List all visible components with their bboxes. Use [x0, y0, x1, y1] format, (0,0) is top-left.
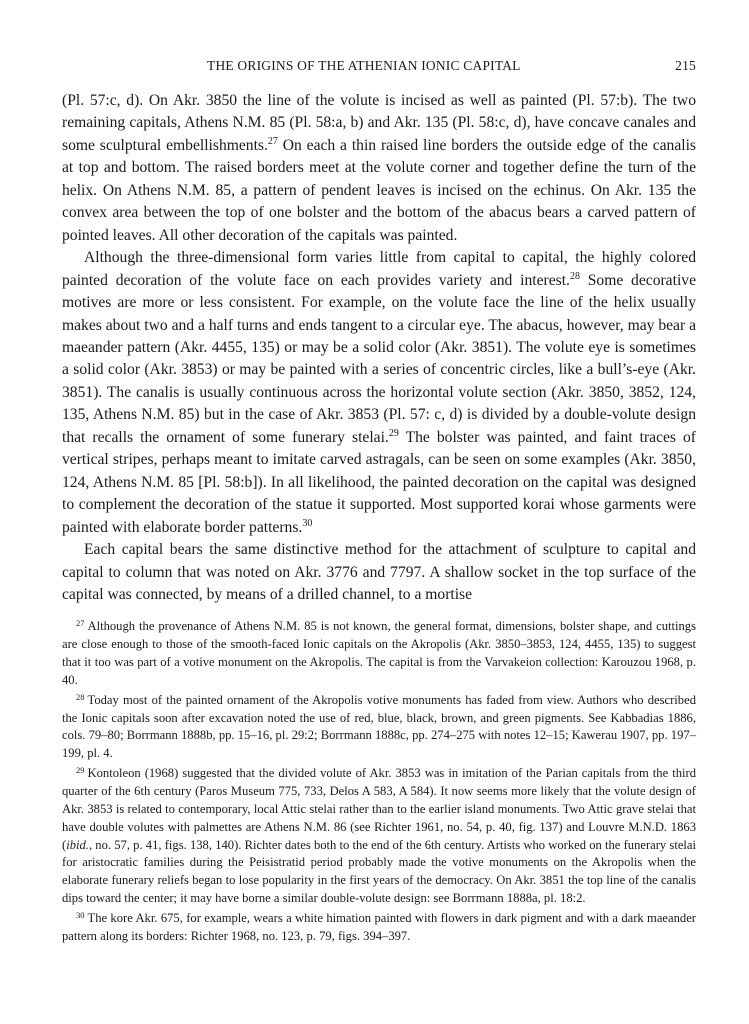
footnote-29 [62, 765, 696, 908]
running-title: THE ORIGINS OF THE ATHENIAN IONIC CAPITAL [207, 58, 521, 73]
page-number: 215 [675, 58, 696, 73]
paragraph-1-text: (Pl. 57:c, d). On Akr. 3850 the line of the volute is incised as well as painted (Pl. 57:b). The two remaining capitals, Athens N.M. 85 (Pl. 58:a, b) and Akr. 135 (Pl. 58:c, d), have concave canales and some sculptural embellishments. [62, 92, 696, 154]
footnotes [62, 618, 696, 945]
footnote-ref-30: 30 [302, 517, 313, 529]
footnote-30 [62, 910, 696, 946]
footnote-ref-29: 29 [388, 427, 399, 439]
page [62, 56, 696, 948]
footnote-text: The kore Akr. 675, for example, wears a white himation painted with flowers in dark pigment and with a dark maeander pattern along its borders: Richter 1968, no. 123, p. 79, figs. 394–397. [62, 910, 696, 943]
footnote-28 [62, 692, 696, 763]
footnote-text: Kontoleon (1968) suggested that the divided volute of Akr. 3853 was in imitation of the Parian capitals from the third quarter of the 6th century (Paros Museum 775, 733, Delos A 583, A 584). It now seems more likely that the volute design of Akr. 3853 is related to contemporary, local Attic stelai rather than to the earlier island monuments. Two Attic grave stelai that have double volutes with palmettes are Athens N.M. 86 (see Richter 1961, no. 54, p. 40, fig. 137) and Louvre M.N.D. 1863 ( [62, 766, 696, 852]
footnote-ref-27: 27 [267, 135, 278, 147]
footnote-27 [62, 618, 696, 689]
footnote-number: 30 [76, 909, 85, 920]
footnote-number: 28 [76, 691, 85, 702]
paragraph-3 [62, 539, 696, 606]
paragraph-1 [62, 90, 696, 247]
paragraph-2-text-end: The bolster was painted, and faint traces of vertical stripes, perhaps meant to imitate carved astragals, can be seen on some examples (Akr. 3850, 124, Athens N.M. 85 [Pl. 58:b]). In all likelihood, the painted decoration on the capital was designed to complement the decoration of the statue it supported. Most supported korai whose garments were painted with elaborate border patterns. [62, 428, 697, 536]
footnote-number: 29 [76, 765, 85, 776]
footnote-text-italic: ibid. [66, 837, 89, 852]
footnote-ref-28: 28 [569, 270, 580, 282]
running-head [62, 56, 696, 78]
footnote-text: Today most of the painted ornament of the Akropolis votive monuments has faded from view. Authors who described the Ionic capitals soon after excavation noted the use of red, blue, black, brown, and green pigments. See Kabbadias 1886, cols. 79–80; Borrmann 1888b, pp. 15–16, pl. 29:2; Borrmann 1888c, pp. 274–275 with notes 12–15; Kawerau 1907, pp. 197–199, pl. 4. [62, 692, 696, 761]
paragraph-2 [62, 247, 696, 539]
paragraph-3-text: Each capital bears the same distinctive method for the attachment of sculpture to capital and capital to column that was noted on Akr. 3776 and 7797. A shallow socket in the top surface of the capital was connected, by means of a drilled channel, to a mortise [62, 541, 696, 603]
footnote-text: Although the provenance of Athens N.M. 85 is not known, the general format, dimensions, bolster shape, and cuttings are close enough to those of the smooth-faced Ionic capitals on the Akropolis (Akr. 3850–3853, 124, 4455, 135) to suggest that it too was part of a votive monument on the Akropolis. The capital is from the Varvakeion collection: Karouzou 1968, p. 40. [62, 619, 696, 687]
footnote-number: 27 [76, 618, 85, 629]
body-text [62, 90, 696, 606]
footnote-text-cont: , no. 57, p. 41, figs. 138, 140). Richter dates both to the end of the 6th century. Artists who worked on the funerary stelai for aristocratic families during the Peisistratid period probably made the votive monuments on the Akropolis when the elaborate funerary reliefs began to lose popularity in the first years of the democracy. On Akr. 3851 the top line of the canalis dips toward the center; it may have borne a similar double-volute design: see Borrmann 1888a, pl. 18:2. [62, 837, 696, 906]
paragraph-1-text-cont: On each a thin raised line borders the outside edge of the canalis at top and bottom. The raised borders meet at the volute corner and together define the turn of the helix. On Athens N.M. 85, a pattern of pendent leaves is incised on the echinus. On Akr. 135 the convex area between the top of one bolster and the bottom of the abacus bears a carved pattern of pointed leaves. All other decoration of the capitals was painted. [62, 136, 696, 244]
paragraph-2-text-mid: Some decorative motives are more or less consistent. For example, on the volute face the line of the helix usually makes about two and a half turns and ends tangent to a circular eye. The abacus, however, may bear a maeander pattern (Akr. 4455, 135) or may be a solid color (Akr. 3851). The volute eye is sometimes a solid color (Akr. 3853) or may be painted with a series of concentric circles, like a bull’s-eye (Akr. 3851). The canalis is usually continuous across the horizontal volute section (Akr. 3850, 3852, 124, 135, Athens N.M. 85) but in the case of Akr. 3853 (Pl. 57: c, d) is divided by a double-volute design that recalls the ornament of some funerary stelai. [62, 271, 696, 446]
paragraph-2-text: Although the three-dimensional form varies little from capital to capital, the highly colored painted decoration of the volute face on each provides variety and interest. [62, 249, 696, 289]
